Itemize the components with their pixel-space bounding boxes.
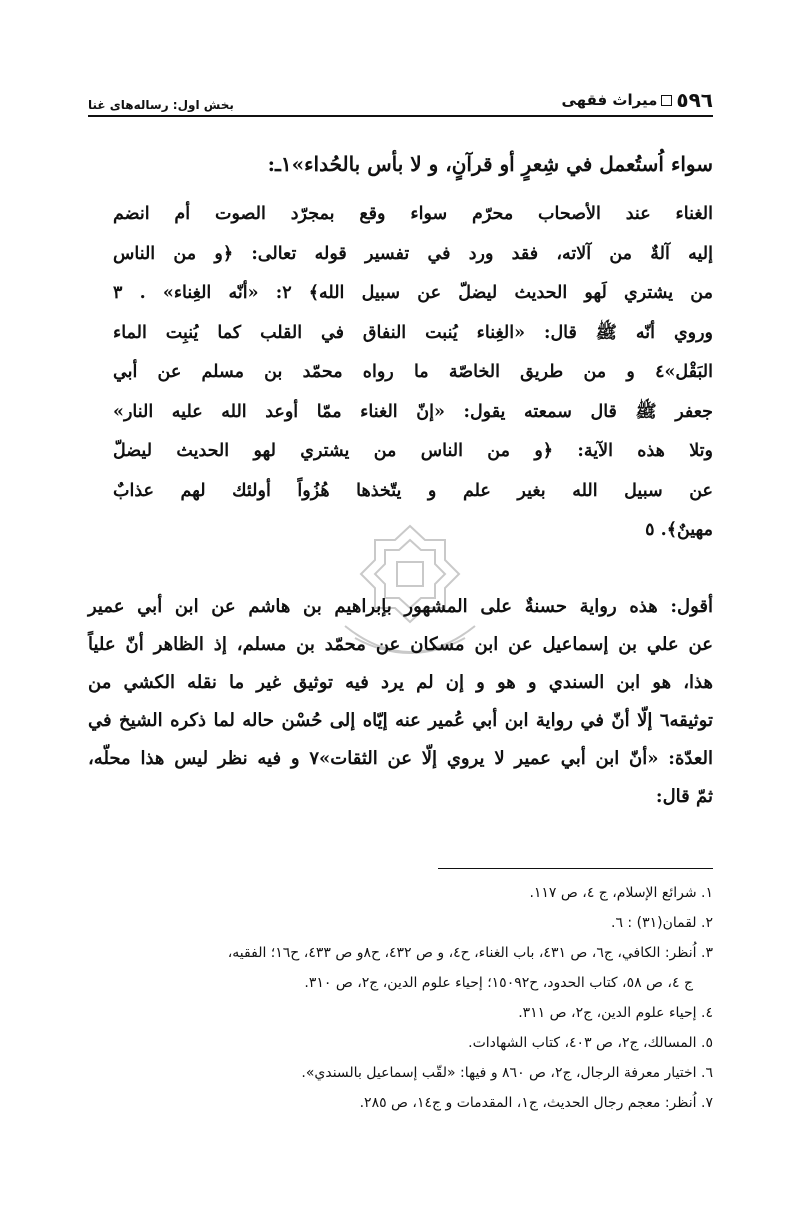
quoted-passage <box>113 195 713 551</box>
page-header <box>88 86 713 112</box>
section-title: بخش اول: رساله‌های غنا <box>88 98 234 112</box>
footnote: ٣. اُنظر: الكافي، ج٦، ص ٤٣١، باب الغناء، ح٤، و ص ٤٣٢، ح٨و ص ٤٣٣، ح١٦؛ الفقيه، <box>227 945 713 961</box>
footnote: ٧. اُنظر: معجم رجال الحديث، ج١، المقدمات و ج١٤، ص ٢٨٥. <box>359 1095 713 1111</box>
footnote: ١. شرائع الإسلام، ج ٤، ص ١١٧. <box>529 885 713 901</box>
commentary-line: عن علي بن إسماعيل عن ابن مسكان عن محمّد بن مسلم، إذ الظاهر أنّ علياً <box>88 634 713 655</box>
quote-line: وتلا هذه الآية: ﴿و من الناس من يشتري لهو الحديث ليضلّ <box>113 441 713 461</box>
commentary-line: توثيقه٦ إلّا أنّ في رواية ابن أبي عُمير عنه إيّاه إلى حُسْن حاله لما ذكره الشيخ في <box>88 710 713 731</box>
footnote: ج ٤، ص ٥٨، كتاب الحدود، ح١٥٠٩٢؛ إحياء علوم الدين، ج٢، ص ٣١٠. <box>304 975 693 991</box>
page-number: ٥٩٦ <box>676 88 713 112</box>
header-rule <box>88 115 713 117</box>
quote-line: مهينٌ﴾. ٥ <box>645 520 713 540</box>
footnote-separator <box>438 868 713 869</box>
commentary-passage <box>88 588 713 816</box>
quote-line: عن سبيل الله بغير علم و يتّخذها هُزُواً أولئك لهم عذابٌ <box>113 480 713 501</box>
quote-line: جعفر ﷺ قال سمعته يقول: «إنّ الغناء ممّا أوعد الله عليه النار» <box>113 401 713 422</box>
quote-line: إليه آلةٌ من آلاته، فقد ورد في تفسير قوله تعالى: ﴿و من الناس <box>113 243 713 264</box>
quote-line: من يشتري لَهو الحديث ليضلّ عن سبيل الله﴾ ٢: «أنّه الغِناء» . ٣ <box>113 283 713 303</box>
commentary-line: ثمّ قال: <box>655 786 713 807</box>
quote-line: البَقْل»٤ و من طريق الخاصّة ما رواه محمّد بن مسلم عن أبي <box>113 362 713 382</box>
square-icon <box>661 95 672 106</box>
footnote: ٥. المسالك، ج٢، ص ٤٠٣، كتاب الشهادات. <box>468 1035 713 1051</box>
opening-line: سواء اُستُعمل في شِعرٍ أو قرآنٍ، و لا بأس بالحُداء»١ـ: <box>267 152 713 176</box>
footnote: ٢. لقمان(٣١) : ٦. <box>610 915 713 931</box>
commentary-line: هذا، هو ابن السندي و هو و إن لم يرد فيه توثيق غير ما نقله الكشي من <box>88 672 713 693</box>
header-right <box>562 88 714 112</box>
footnotes <box>88 878 713 1118</box>
footnote: ٦. اختيار معرفة الرجال، ج٢، ص ٨٦٠ و فيها: «لقّب إسماعيل بالسندي». <box>301 1065 713 1081</box>
quote-line: وروي أنّه ﷺ قال: «الغِناء يُنبت النفاق في القلب كما يُنبِت الماء <box>113 322 713 343</box>
book-title: میراث فقهی <box>561 91 658 109</box>
footnote: ٤. إحياء علوم الدين، ج٢، ص ٣١١. <box>518 1005 713 1021</box>
commentary-line: أقول: هذه رواية حسنةٌ على المشهور بإبراهيم بن هاشم عن ابن أبي عمير <box>88 596 713 617</box>
commentary-line: العدّة: «أنّ ابن أبي عمير لا يروي إلّا عن الثقات»٧ و فيه نظر ليس هذا محلّه، <box>88 748 714 769</box>
quote-line: الغناء عند الأصحاب محرّم سواء وقع بمجرّد الصوت أم انضم <box>113 204 713 224</box>
